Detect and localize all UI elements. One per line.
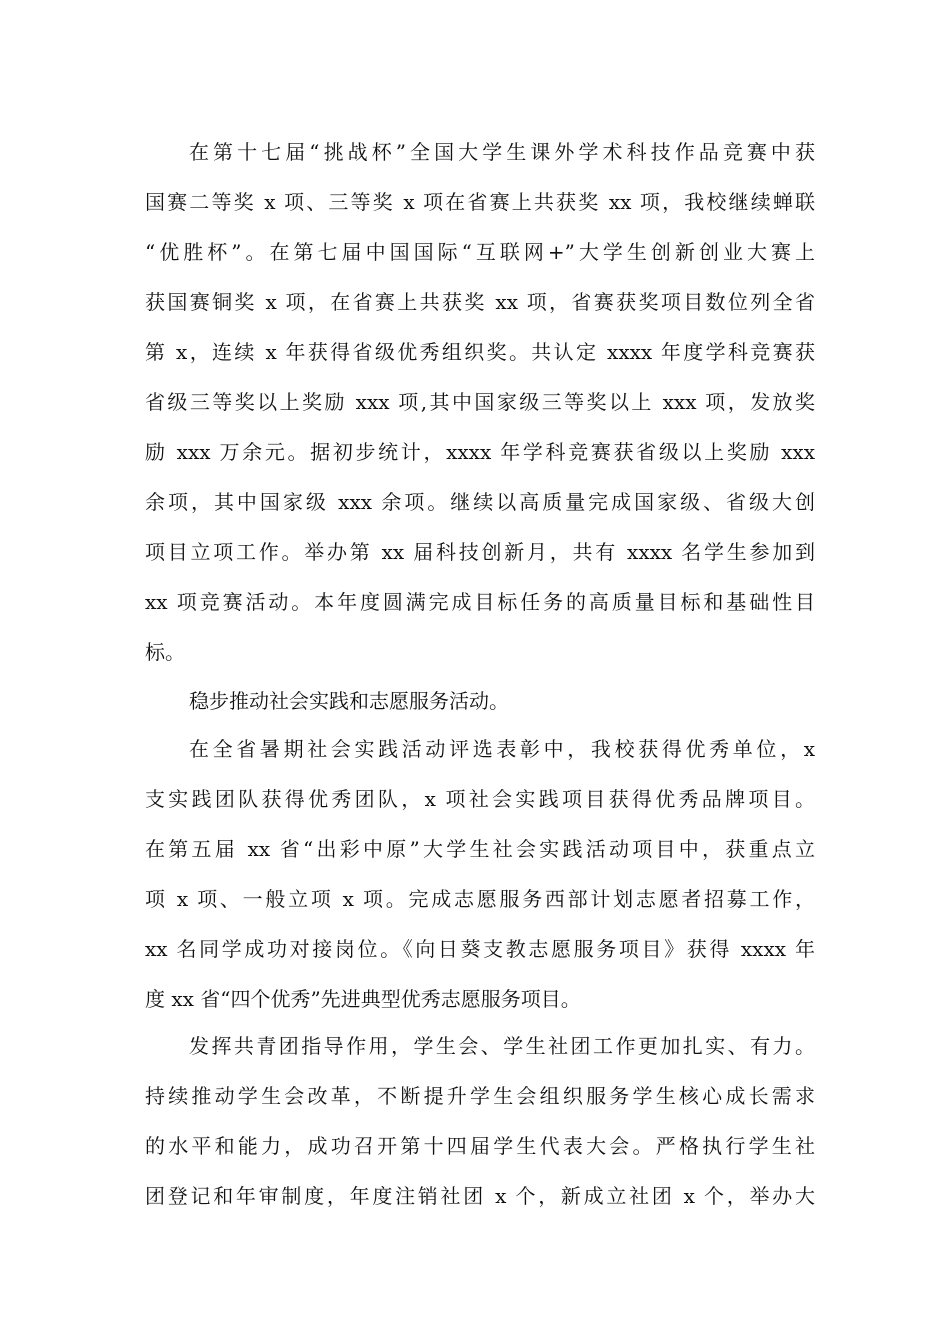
text-line: 标。 [145, 640, 185, 664]
text-line: xx 项竞赛活动。本年度圆满完成目标任务的高质量目标和基础性目 [145, 590, 815, 614]
text-line: 省级三等奖以上奖励 xxx 项,其中国家级三等奖以上 xxx 项，发放奖 [145, 390, 815, 414]
paragraph-social-practice [145, 724, 815, 1024]
text-line: 第 x，连续 x 年获得省级优秀组织奖。共认定 xxxx 年度学科竞赛获 [145, 340, 815, 364]
text-line: 团登记和年审制度，年度注销社团 x 个，新成立社团 x 个，举办大 [145, 1184, 815, 1208]
text-line: 在第十七届“挑战杯”全国大学生课外学术科技作品竞赛中获 [189, 140, 815, 164]
text-line: 的水平和能力，成功召开第十四届学生代表大会。严格执行学生社 [145, 1134, 815, 1158]
text-line: 支实践团队获得优秀团队，x 项社会实践项目获得优秀品牌项目。 [145, 787, 815, 811]
text-line: 在第五届 xx 省“出彩中原”大学生社会实践活动项目中，获重点立 [145, 837, 815, 861]
text-line: 在全省暑期社会实践活动评选表彰中，我校获得优秀单位，x [189, 737, 815, 761]
section-heading-social-practice [145, 676, 815, 726]
text-line: xx 名同学成功对接岗位。《向日葵支教志愿服务项目》获得 xxxx 年 [145, 937, 815, 961]
text-line: 发挥共青团指导作用，学生会、学生社团工作更加扎实、有力。 [189, 1034, 815, 1058]
text-line: “优胜杯”。在第七届中国国际“互联网+”大学生创新创业大赛上 [145, 240, 815, 264]
text-line: 持续推动学生会改革，不断提升学生会组织服务学生核心成长需求 [145, 1084, 815, 1108]
text-line: 国赛二等奖 x 项、三等奖 x 项在省赛上共获奖 xx 项，我校继续蝉联 [145, 190, 815, 214]
text-line: 余项，其中国家级 xxx 余项。继续以高质量完成国家级、省级大创 [145, 490, 815, 514]
text-line: 项 x 项、一般立项 x 项。完成志愿服务西部计划志愿者招募工作， [145, 887, 815, 911]
paragraph-student-union [145, 1021, 815, 1221]
paragraph-competitions [145, 127, 815, 677]
text-line: 励 xxx 万余元。据初步统计，xxxx 年学科竞赛获省级以上奖励 xxx [145, 440, 815, 464]
text-line: 稳步推动社会实践和志愿服务活动。 [189, 689, 509, 713]
text-line: 度 xx 省“四个优秀”先进典型优秀志愿服务项目。 [145, 987, 581, 1011]
text-line: 项目立项工作。举办第 xx 届科技创新月，共有 xxxx 名学生参加到 [145, 540, 815, 564]
text-line: 获国赛铜奖 x 项，在省赛上共获奖 xx 项，省赛获奖项目数位列全省 [145, 290, 815, 314]
